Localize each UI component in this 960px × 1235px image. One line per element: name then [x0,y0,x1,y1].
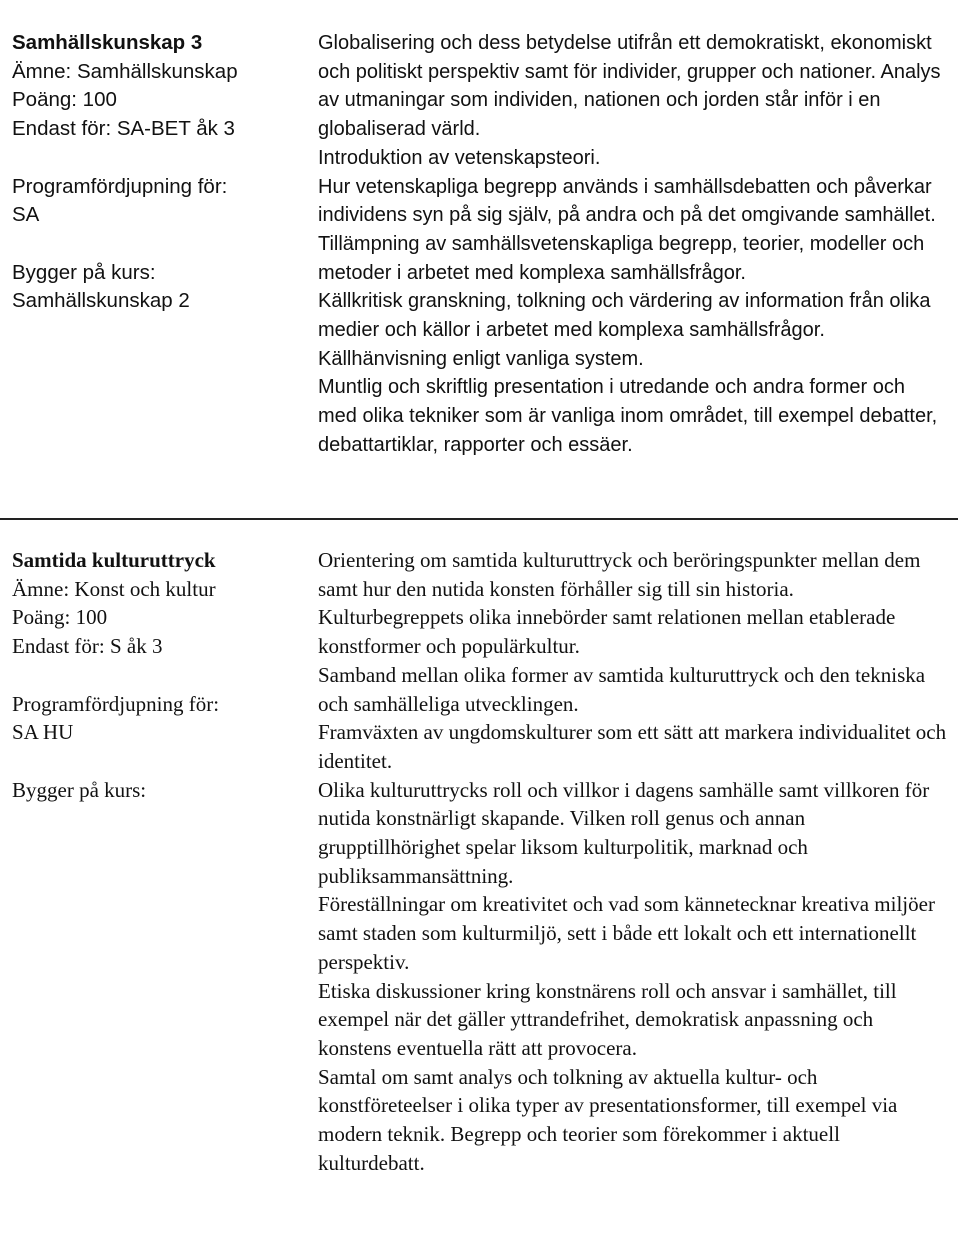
course-content [318,29,948,460]
content-paragraph: Källkritisk granskning, tolkning och värdering av information från olika medier och källor i arbetet med komplexa samhällsfrågor. Källhänvisning enligt vanliga system. [318,290,931,370]
content-paragraph: Samtal om samt analys och tolkning av aktuella kultur- och konstföreteelser i olika typer av presentationsformer, till exempel via modern teknik. Begrepp och teorier som förekommer i aktuell kulturdebatt. [318,1064,898,1175]
content-paragraph: Introduktion av vetenskapsteori. [318,146,601,169]
course-only-for: Endast för: S åk 3 [12,634,163,659]
content-paragraph: Muntlig och skriftlig presentation i utredande och andra former och med olika tekniker som är vanliga inom området, till exempel debatter, debattartiklar, rapporter och essäer. [318,376,938,456]
content-paragraph: Etiska diskussioner kring konstnärens roll och ansvar i samhället, till exempel när det gäller yttrandefrihet, demokratisk anpassning och konstens eventuella rätt att provocera. [318,978,897,1060]
section-divider [0,518,958,520]
course-title: Samhällskunskap 3 [12,31,203,54]
content-paragraph: Samband mellan olika former av samtida kulturuttryck och den tekniska och samhälleliga utvecklingen. [318,662,926,716]
program-value: SA HU [12,720,74,745]
course-title: Samtida kulturuttryck [12,548,216,572]
course-points: Poäng: 100 [12,605,108,630]
program-value: SA [12,203,40,227]
content-paragraph: Föreställningar om kreativitet och vad som kännetecknar kreativa miljöer samt staden som kulturmiljö, sett i både ett lokalt och ett internationellt perspektiv. [318,892,935,974]
builds-on-value: Samhällskunskap 2 [12,289,190,313]
course-subject: Ämne: Samhällskunskap [12,59,238,83]
builds-on-label: Bygger på kurs: [12,777,147,802]
course-points: Poäng: 100 [12,88,117,112]
course-subject: Ämne: Konst och kultur [12,576,216,601]
course-meta [12,546,302,804]
spacer [12,230,302,259]
content-paragraph: Framväxten av ungdomskulturer som ett sätt att markera individualitet och identitet. [318,720,947,773]
spacer [12,747,302,776]
spacer [12,661,302,690]
content-paragraph: Olika kulturuttrycks roll och villkor i dagens samhälle samt villkoren för nutida konstnärligt skapande. Vilken roll genus och annan grupptillhörighet spelar liksom kulturpolitik, marknad och publiksammansättning. [318,777,930,888]
content-paragraph: Orientering om samtida kulturuttryck och beröringspunkter mellan dem samt hur den nutida konsten förhåller sig till sin historia. [318,548,921,601]
program-label: Programfördjupning för: [12,691,220,716]
content-paragraph: Hur vetenskapliga begrepp används i samhällsdebatten och påverkar individens syn på sig själv, på andra och på det omgivande samhället. [318,175,936,227]
program-label: Programfördjupning för: [12,174,228,198]
builds-on-label: Bygger på kurs: [12,260,156,284]
content-paragraph: Globalisering och dess betydelse utifrån ett demokratiskt, ekonomiskt och politiskt perspektiv samt för individer, grupper och nationer. Analys av utmaningar som individen, nationen och jorden står inför i en globaliserad värld. [318,32,941,141]
spacer [12,144,302,173]
course-content [318,546,948,1177]
course-only-for: Endast för: SA-BET åk 3 [12,117,235,141]
content-paragraph: Kulturbegreppets olika innebörder samt relationen mellan etablerade konstformer och populärkultur. [318,605,896,659]
content-paragraph: Tillämpning av samhällsvetenskapliga begrepp, teorier, modeller och metoder i arbetet med komplexa samhällsfrågor. [318,232,925,284]
course-meta [12,29,302,316]
